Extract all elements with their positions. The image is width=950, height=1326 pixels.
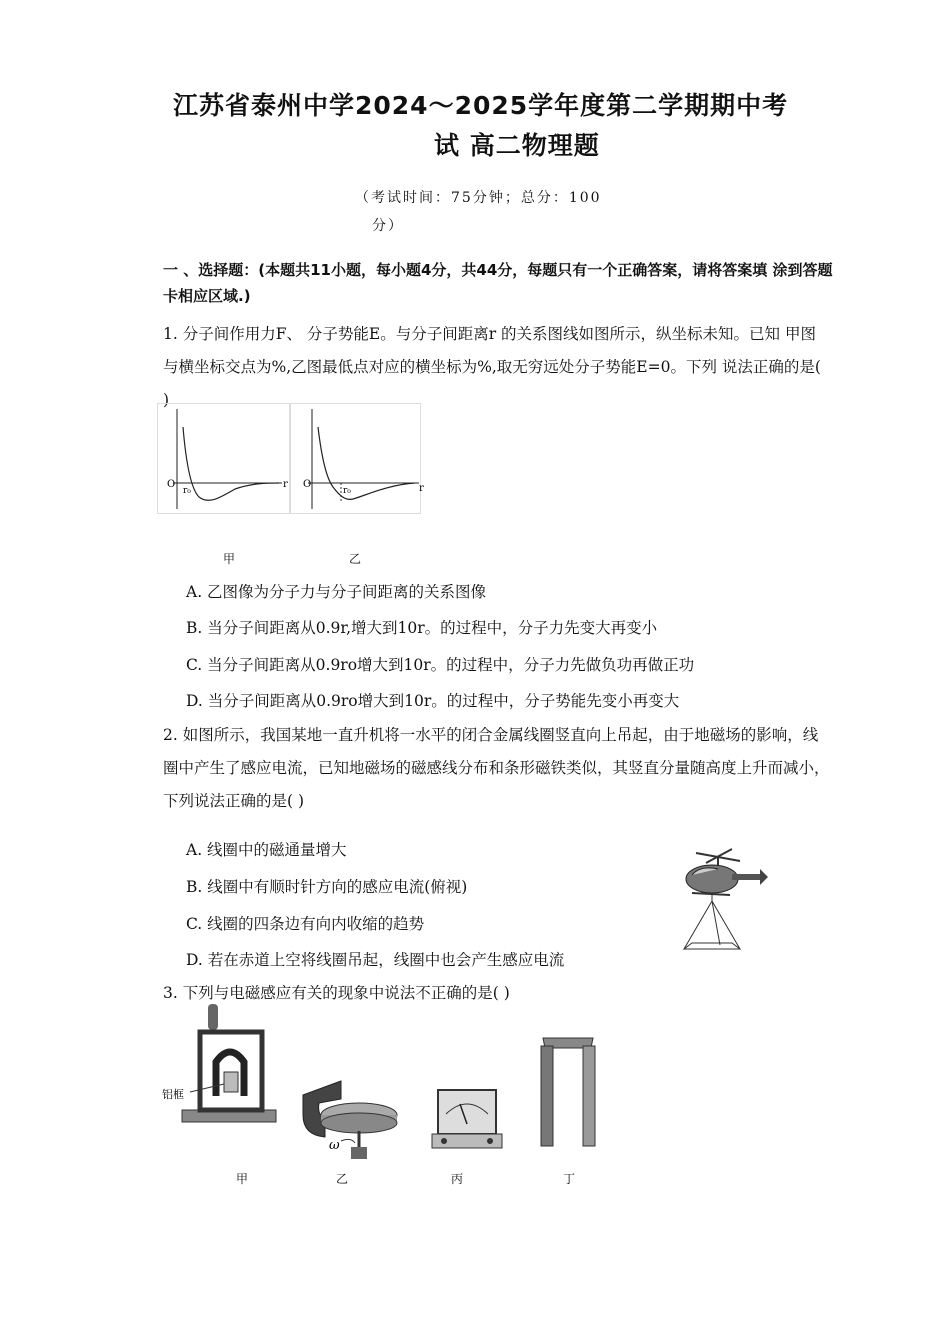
figure-ding — [537, 1030, 599, 1150]
figure-ding-caption: 丁 — [563, 1172, 576, 1186]
helicopter-figure — [670, 843, 775, 955]
omega-label: ω — [329, 1138, 340, 1153]
hanging-coil — [684, 895, 740, 949]
question-1-stem: 1. 分子间作用力F、 分子势能E。与分子间距离r 的关系图线如图所示，纵坐标未知。已知 甲图与横坐标交点为%,乙图最低点对应的横坐标为%,取无穷远处分子势能E=0。下列 说法正确的是( ) — [163, 325, 821, 409]
figure-bing — [430, 1080, 502, 1160]
graph-right-origin: O — [303, 479, 312, 490]
terminal-right — [487, 1138, 493, 1144]
graph-left-axis-r: r — [283, 479, 288, 490]
section-heading: 一 、选择题：(本题共11小题，每小题4分，共44分，每题只有一个正确答案，请将答案填 涂到答题卡相应区域.) — [163, 261, 833, 305]
terminal-left — [441, 1138, 447, 1144]
figure-jia-caption: 甲 — [236, 1172, 249, 1186]
figure-yi-caption: 乙 — [336, 1172, 349, 1186]
figure-yi — [295, 1075, 405, 1165]
helicopter-illustration — [686, 849, 768, 895]
question-3-stem: 3. 下列与电磁感应有关的现象中说法不正确的是( ) — [163, 984, 510, 1002]
page-title-line1: 江苏省泰州中学2024～2025学年度第二学期期中考 — [173, 91, 789, 120]
question-1-option-d: D. 当分子间距离从0.9ro增大到10r。的过程中，分子势能先变小再变大 — [186, 692, 680, 710]
exam-time-note-cont: 分） — [372, 218, 404, 234]
graph-right-caption: 乙 — [349, 552, 362, 566]
top-knob — [208, 1004, 218, 1030]
question-2-option-d: D. 若在赤道上空将线圈吊起，线圈中也会产生感应电流 — [186, 951, 565, 969]
page-title-line2: 试 高二物理题 — [434, 131, 600, 160]
graph-left-curve — [183, 427, 279, 500]
rotation-arrow-icon — [341, 1139, 355, 1143]
stand-frame — [200, 1032, 262, 1110]
question-1-option-c: C. 当分子间距离从0.9ro增大到10r。的过程中，分子力先做负功再做正功 — [186, 656, 695, 674]
question-2-stem: 2. 如图所示，我国某地一直升机将一水平的闭合金属线圈竖直向上吊起，由于地磁场的影响，线圈中产生了感应电流，已知地磁场的磁感线分布和条形磁铁类似，其竖直分量随高度上升而减小，下列说法正确的是( ) — [163, 726, 830, 810]
graph-right-axis-r: r — [419, 483, 424, 494]
axle-base — [351, 1147, 367, 1159]
gate-left-pillar — [541, 1046, 553, 1146]
exam-time-note: （考试时间：75分钟；总分：100 — [355, 190, 602, 206]
question-2-option-a: A. 线圈中的磁通量增大 — [186, 841, 347, 859]
aluminum-frame-label: 铝框 — [162, 1088, 184, 1101]
aluminum-frame — [224, 1072, 238, 1092]
question-2-option-c: C. 线圈的四条边有向内收缩的趋势 — [186, 915, 425, 933]
meter-body — [438, 1090, 496, 1134]
graph-left-caption: 甲 — [223, 552, 236, 566]
graph-right-curve — [318, 427, 415, 499]
graph-left-r0: r₀ — [183, 486, 191, 496]
question-1-option-a: A. 乙图像为分子力与分子间距离的关系图像 — [186, 583, 487, 601]
question-1-option-b: B. 当分子间距离从0.9r,增大到10r。的过程中，分子力先变大再变小 — [186, 619, 658, 637]
graph-left-origin: O — [167, 479, 176, 490]
figure-jia — [160, 1000, 282, 1130]
graph-right-r0: r₀ — [343, 486, 351, 496]
question-2-option-b: B. 线圈中有顺时针方向的感应电流(俯视) — [186, 878, 468, 896]
gate-right-pillar — [583, 1046, 595, 1146]
graph-right-frame — [291, 404, 421, 514]
figure-bing-caption: 丙 — [451, 1172, 464, 1186]
question-1-graphs — [157, 403, 422, 515]
